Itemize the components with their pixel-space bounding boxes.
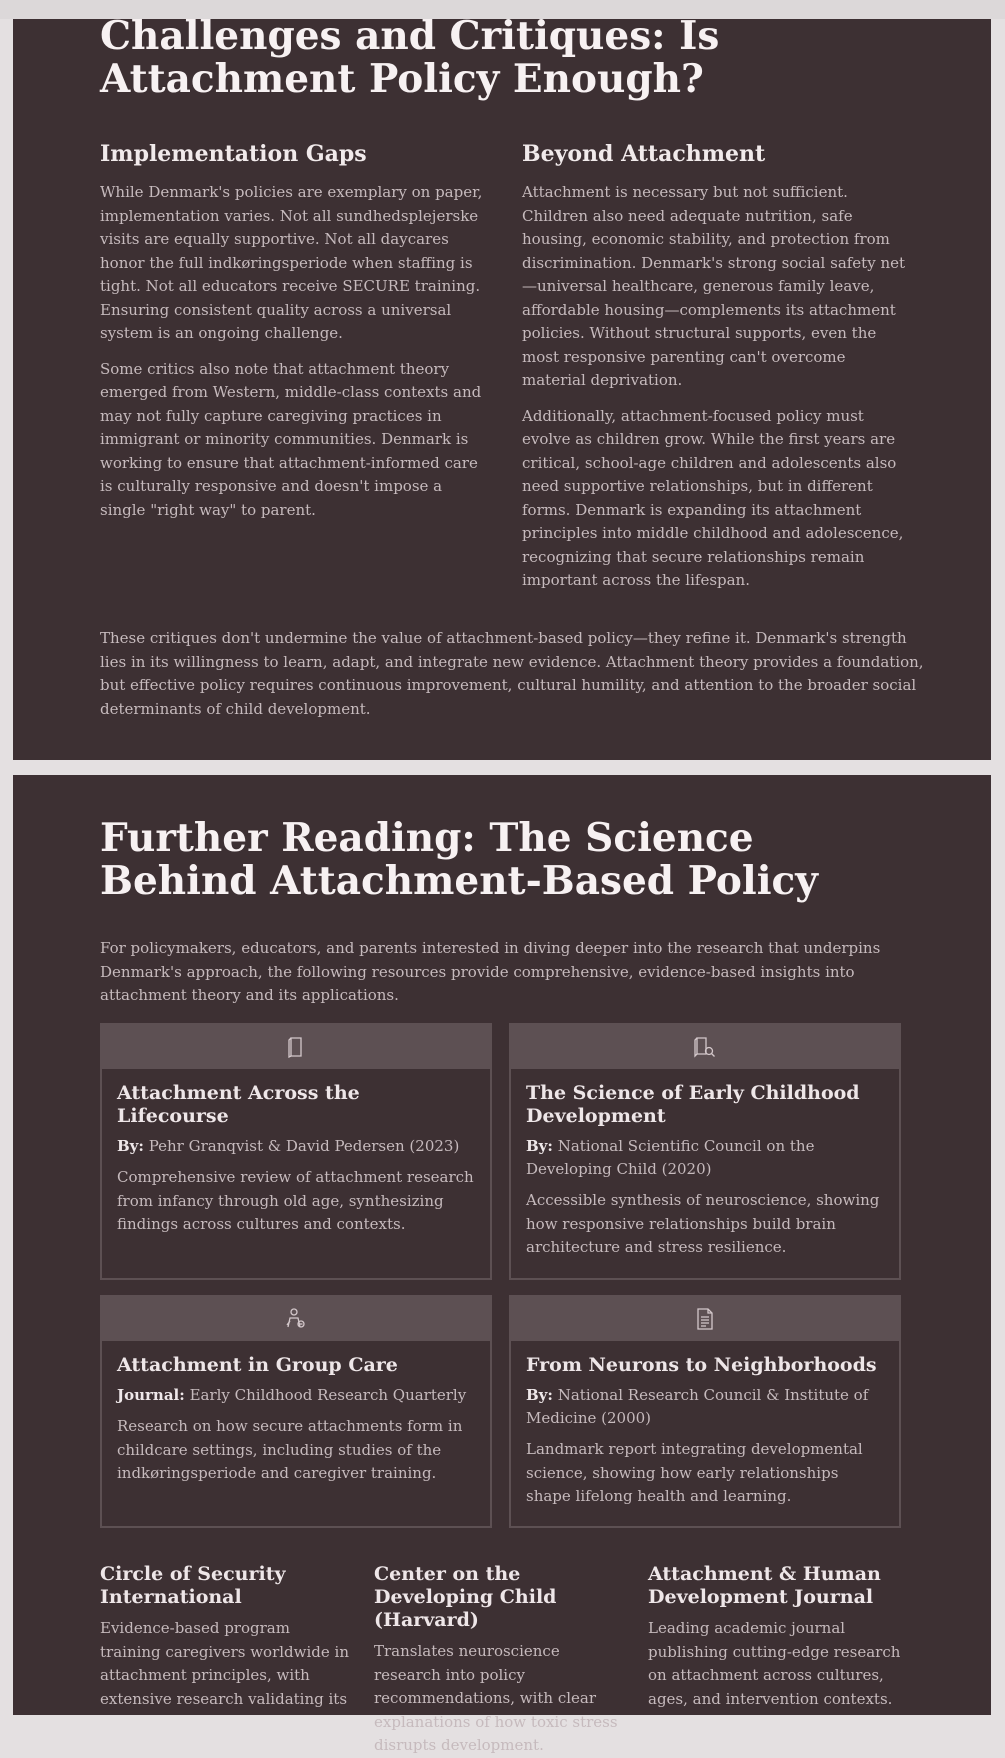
organization-description: Leading academic journal publishing cutting-edge research on attachment across cultures, ages, and intervention contexts.: [648, 1619, 901, 1708]
resource-author: By: National Research Council & Institute of Medicine (2000): [526, 1386, 869, 1427]
resource-author: By: Pehr Granqvist & David Pedersen (2023): [117, 1137, 460, 1155]
organization-item: [374, 1563, 629, 1758]
organization-title: Circle of Security International: [100, 1563, 286, 1608]
paragraph: While Denmark's policies are exemplary on paper, implementation varies. Not all sundhedsplejerske visits are equally supportive. Not all daycares honor the full indkøringsperiode when staffing is tight. Not all educators receive SECURE training. Ensuring consistent quality across a universal system is an ongoing challenge.: [100, 183, 483, 342]
column-heading: Implementation Gaps: [100, 141, 367, 167]
section-title: Challenges and Critiques: Is Attachment Policy Enough?: [100, 13, 720, 102]
resource-title: Attachment in Group Care: [117, 1354, 398, 1376]
organization-title: Attachment & Human Development Journal: [648, 1563, 881, 1608]
paragraph: Additionally, attachment-focused policy must evolve as children grow. While the first years are critical, school-age children and adolescents also need supportive relationships, but in different forms. Denmark is expanding its attachment principles into middle childhood and adolescence, recognizing that secure relationships remain important across the lifespan.: [522, 406, 904, 589]
further-reading-section: [13, 775, 991, 1754]
resource-card-header: [102, 1297, 490, 1341]
document-icon: [695, 1307, 715, 1331]
resource-description: Accessible synthesis of neuroscience, showing how responsive relationships build brain architecture and stress resilience.: [526, 1191, 880, 1256]
section-title: Further Reading: The Science Behind Attachment-Based Policy: [100, 815, 818, 904]
resource-title: Attachment Across the Lifecourse: [117, 1082, 360, 1127]
implementation-gaps-column: [100, 140, 485, 522]
book-icon: [287, 1036, 305, 1058]
resource-description: Research on how secure attachments form in childcare settings, including studies of the indkøringsperiode and caregiver training.: [117, 1417, 463, 1482]
column-heading: Beyond Attachment: [522, 141, 766, 167]
organization-description: Translates neuroscience research into policy recommendations, with clear explanations of how toxic stress disrupts development.: [374, 1642, 618, 1754]
resource-card-header: [102, 1025, 490, 1069]
resource-card[interactable]: [100, 1023, 492, 1280]
conclusion-paragraph: These critiques don't undermine the value of attachment-based policy—they refine it. Denmark's strength lies in its willingness to learn, adapt, and integrate new evidence. Attachment theory provides a foundation, but effective policy requires continuous improvement, cultural humility, and attention to the broader social determinants of child development.: [100, 629, 924, 718]
organization-description: Evidence-based program training caregivers worldwide in attachment principles, with extensive research validating its: [100, 1619, 349, 1708]
organization-item: [100, 1563, 355, 1711]
resource-author: Journal: Early Childhood Research Quarterly: [117, 1386, 467, 1404]
resource-card[interactable]: [509, 1023, 901, 1280]
resource-description: Comprehensive review of attachment research from infancy through old age, synthesizing findings across cultures and contexts.: [117, 1168, 474, 1233]
resource-card[interactable]: [509, 1295, 901, 1528]
resource-card-header: [511, 1297, 899, 1341]
book-search-icon: [693, 1036, 717, 1058]
intro-paragraph: For policymakers, educators, and parents interested in diving deeper into the research that underpins Denmark's approach, the following resources provide comprehensive, evidence-based insights into attachment theory and its applications.: [100, 939, 881, 1004]
paragraph: Some critics also note that attachment theory emerged from Western, middle-class contexts and may not fully capture caregiving practices in immigrant or minority communities. Denmark is working to ensure that attachment-informed care is culturally responsive and doesn't impose a single "right way" to parent.: [100, 359, 482, 519]
paragraph: Attachment is necessary but not sufficient. Children also need adequate nutrition, safe housing, economic stability, and protection from discrimination. Denmark's strong social safety net—universal healthcare, generous family leave, affordable housing—complements its attachment policies. Without structural supports, even the most responsive parenting can't overcome material deprivation.: [522, 183, 906, 389]
beyond-attachment-column: [522, 140, 907, 593]
resource-card-header: [511, 1025, 899, 1069]
challenges-section: [13, 13, 991, 760]
resource-description: Landmark report integrating developmental science, showing how early relationships shape lifelong health and learning.: [526, 1440, 863, 1505]
resource-title: The Science of Early Childhood Development: [526, 1082, 860, 1127]
resource-author: By: National Scientific Council on the Developing Child (2020): [526, 1137, 815, 1178]
resource-card[interactable]: [100, 1295, 492, 1528]
group-care-icon: [284, 1307, 308, 1331]
resource-title: From Neurons to Neighborhoods: [526, 1354, 877, 1376]
organization-item: [648, 1563, 903, 1711]
organization-title: Center on the Developing Child (Harvard): [374, 1563, 557, 1631]
